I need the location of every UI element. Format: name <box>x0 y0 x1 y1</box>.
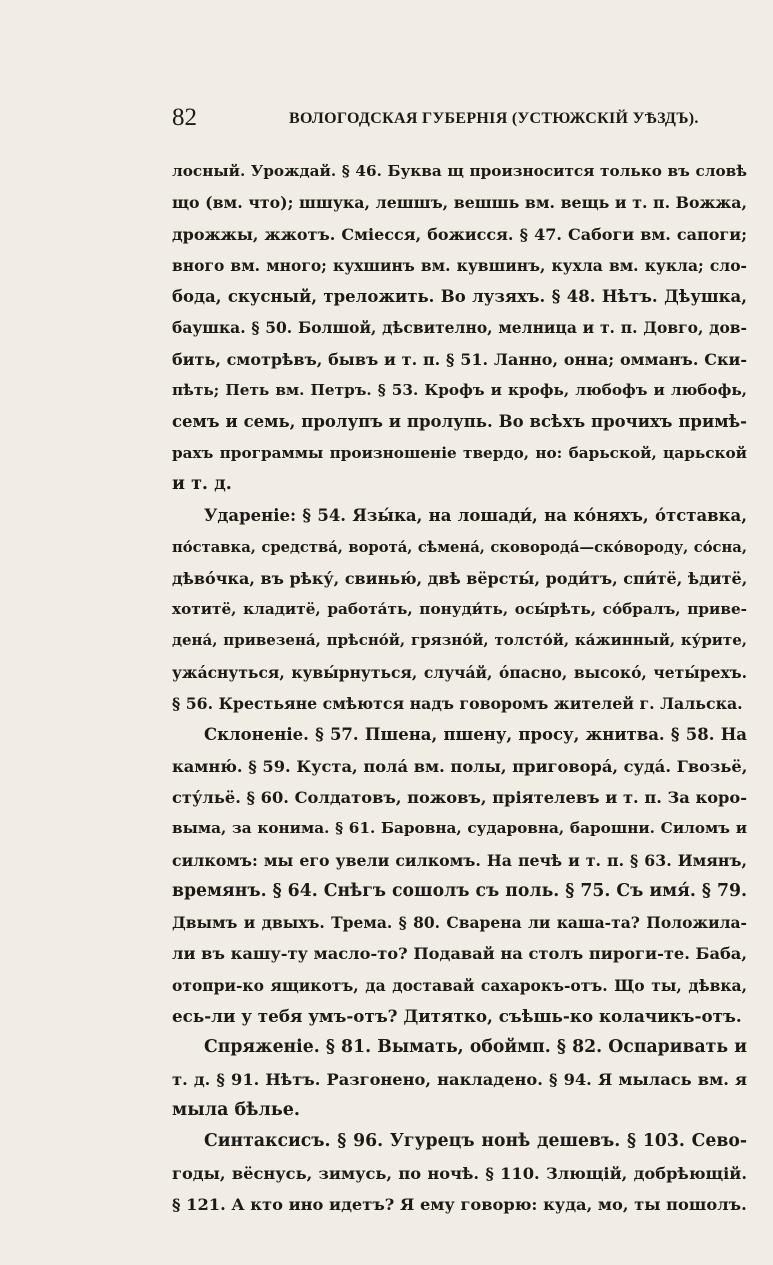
text-line: лосный. Урождай. § 46. Буква щ произносится только въ словѣ <box>172 162 747 180</box>
text-line: § 56. Крестьяне смѣются надъ говоромъ жителей г. Лальска. <box>172 694 743 714</box>
page-number: 82 <box>172 104 197 131</box>
text-line: хотитё, кладитё, работа́ть, понуди́ть, осы́рѣть, со́бралъ, приве- <box>172 600 747 619</box>
text-line: що (вм. что); шшука, лешшъ, вешшь вм. вещь и т. п. Вожжа, <box>172 193 747 213</box>
text-line: сту́льё. § 60. Солдатовъ, пожовъ, пріятелевъ и т. п. За коро- <box>172 787 747 807</box>
text-line: ли въ кашу-ту масло-то? Подавай на столъ пироги-те. Баба, <box>172 944 747 964</box>
text-line: дрожжы, жжотъ. Сміесся, божисся. § 47. Сабоги вм. сапоги; <box>172 224 747 244</box>
running-head: ВОЛОГОДСКАЯ ГУБЕРНІЯ (УСТЮЖСКІЙ УѢЗДЪ). <box>289 110 699 127</box>
text-line: отопри-ко ящикотъ, да доставай сахарокъ-отъ. Що ты, дѣвка, <box>172 975 747 995</box>
body-text <box>172 156 747 1220</box>
text-line: дѣво́чка, въ рѣку́, свинью́, двѣ вёрсты́, роди́тъ, спи́тё, ѣдитё, <box>172 568 748 588</box>
text-line: пѣть; Петь вм. Петръ. § 53. Крофъ и крофь, любофъ и любофь, <box>172 381 747 400</box>
text-line: дена́, привезена́, прѣсно́й, грязно́й, толсто́й, ка́жинный, ку́рите, <box>172 631 747 650</box>
text-line: § 121. А кто ино идетъ? Я ему говорю: куда, мо, ты пошолъ. <box>172 1194 747 1214</box>
paragraph-start-accent: Удареніе: § 54. Язы́ка, на лошади́, на ко́няхъ, о́тставка, <box>204 506 747 526</box>
text-line: ужа́снуться, кувы́рнуться, случа́й, о́пасно, высоко́, четы́рехъ. <box>172 662 747 682</box>
text-line: баушка. § 50. Болшой, дѣсвително, мелница и т. п. Довго, дов- <box>172 318 747 338</box>
text-line: по́ставка, средства́, ворота́, сѣмена́, сковорода́—ско́вороду, со́сна, <box>172 538 747 556</box>
paragraph-start-conjugation: Спряженіе. § 81. Вымать, обоймп. § 82. Оспаривать и <box>204 1037 747 1058</box>
paragraph-start-declension: Склоненіе. § 57. Пшена, пшену, просу, жнитва. § 58. На <box>204 725 747 745</box>
text-line: есь-ли у тебя умъ-отъ? Дитятко, съѣшь-ко колачикъ-отъ. <box>172 1006 742 1027</box>
text-line: силкомъ: мы его увели силкомъ. На печѣ и т. п. § 63. Имянъ, <box>172 850 747 870</box>
text-line: т. д. § 91. Нѣтъ. Разгонено, накладено. § 94. Я мылась вм. я <box>172 1069 747 1089</box>
text-line: бить, смотрѣвъ, бывъ и т. п. § 51. Ланно, онна; омманъ. Ски- <box>172 349 747 369</box>
text-line: вного вм. много; кухшинъ вм. кувшинъ, кухла вм. кукла; сло- <box>172 255 747 275</box>
text-line: рахъ программы произношеніе твердо, но: барьской, царьской <box>172 443 747 462</box>
paragraph-start-syntax: Синтаксисъ. § 96. Угурецъ нонѣ дешевъ. § 103. Сево- <box>204 1131 747 1152</box>
text-line: выма, за конима. § 61. Баровна, сударовна, барошни. Силомъ и <box>172 819 747 838</box>
text-line: Двымъ и двыхъ. Трема. § 80. Сварена ли каша-та? Положила- <box>172 913 747 933</box>
text-line: времянъ. § 64. Снѣгъ сошолъ съ поль. § 75. Съ имя́. § 79. <box>172 880 747 901</box>
text-line: бода, скусный, треложить. Во лузяхъ. § 48. Нѣтъ. Дѣушка, <box>172 287 747 307</box>
text-line: и т. д. <box>172 473 232 494</box>
page-header <box>172 100 747 140</box>
text-line: мыла бѣлье. <box>172 1099 300 1120</box>
text-line: камню́. § 59. Куста, пола́ вм. полы, приговора́, суда́. Гвозьё, <box>172 756 748 776</box>
text-line: семъ и семь, пролупъ и пролупь. Во всѣхъ прочихъ примѣ- <box>172 412 747 432</box>
text-line: годы, вёснусь, зимусь, по ночѣ. § 110. Злющій, добрѣющій. <box>172 1163 747 1183</box>
